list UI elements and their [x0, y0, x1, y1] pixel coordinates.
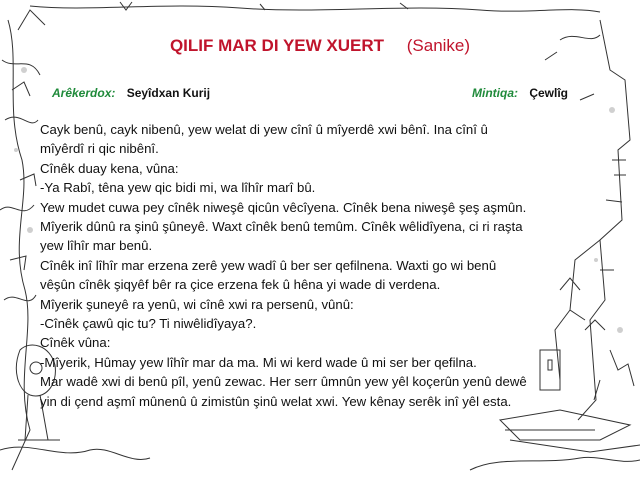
text-line: -Ya Rabî, têna yew qic bidi mi, wa lîhîr marî bû.: [40, 180, 316, 196]
title-row: [0, 36, 640, 56]
text-line: Cînêk vûna:: [40, 335, 111, 351]
page-subtitle: (Sanike): [406, 36, 471, 55]
region-meta: [472, 86, 568, 100]
region-label: Mintiqa:: [472, 86, 518, 100]
text-line: Mîyerik şuneyê ra yenû, wi cînê xwi ra persenû, vûnû:: [40, 296, 354, 312]
text-line: -Cînêk çawû qic tu? Ti niwêlidîyaya?.: [40, 316, 257, 332]
text-line: yew lîhîr mar benû.: [40, 238, 153, 254]
region-value: Çewlîg: [529, 86, 569, 100]
text-line: yin di çend aşmî mûnenû û zimistûn şinû welat xwi. Yew kênay serêk inî yêl esta.: [40, 393, 512, 409]
book-stack-sketch: [500, 410, 640, 452]
author-label: Arêkerdox:: [52, 86, 116, 100]
text-line: mîyêrdî ri qic nibênî.: [40, 141, 159, 157]
text-line: Cînêk duay kena, vûna:: [40, 160, 179, 176]
author-meta: [52, 86, 210, 100]
text-line: -Mîyerik, Hûmay yew lîhîr mar da ma. Mi wi kerd wade û mi ser ber qefilna.: [40, 354, 477, 370]
text-line: vêşûn cînêk şiqyêf bêr ra çice erzena fek û hêna yi wade di verdena.: [40, 277, 441, 293]
text-line: Cînêk inî lîhîr mar erzena zerê yew wadî û ber ser qefilnena. Waxti go wi benû: [40, 257, 497, 273]
text-line: Cayk benû, cayk nibenû, yew welat di yew cînî û mîyerdê xwi bênî. Ina cînî û: [40, 122, 488, 137]
story-text: [40, 120, 585, 411]
author-value: Seyîdxan Kurij: [126, 86, 211, 100]
text-line: Mîyerik dûnû ra şinû şûneyê. Waxt cînêk benû temûm. Cînêk wêlidîyena, ci ri raşta: [40, 219, 523, 235]
text-line: Yew mudet cuwa pey cînêk niweşê qicûn vêcîyena. Cînêk bena niweşê şeş aşmûn.: [40, 199, 527, 215]
top-border-sketch: [30, 6, 600, 12]
page-title: QILIF MAR DI YEW XUERT: [169, 36, 385, 55]
text-line: Mar wadê xwi di benû pîl, yenû zewac. Her serr ûmnûn yew yêl koçerûn yenû dewê: [40, 374, 527, 390]
right-castle-sketch: [578, 20, 630, 420]
